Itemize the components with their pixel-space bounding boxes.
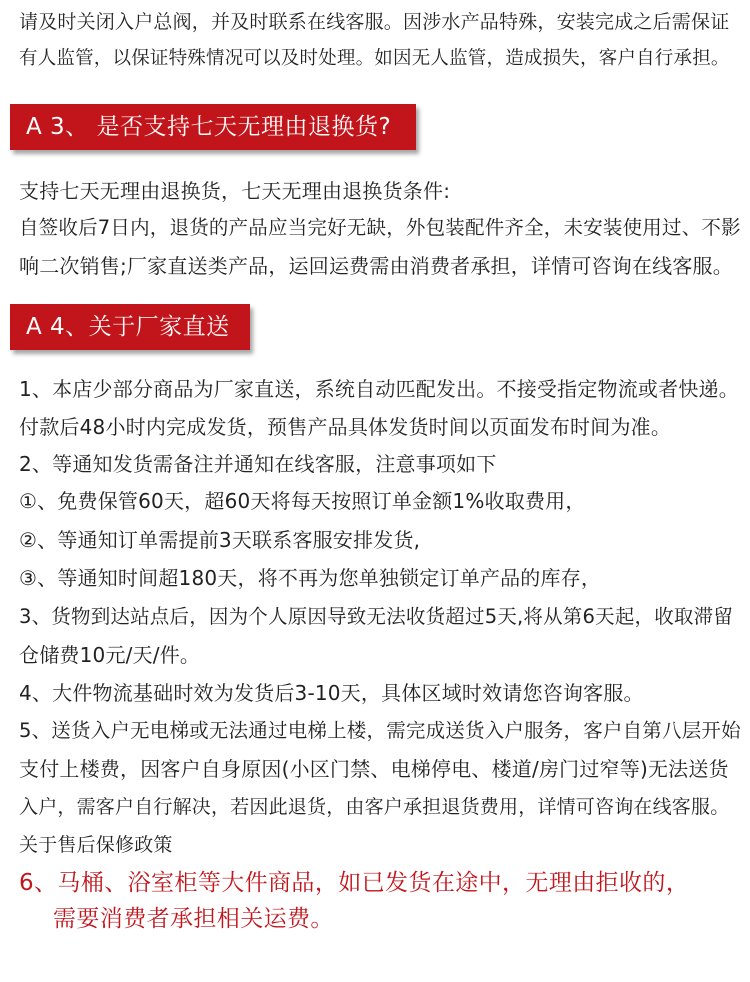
section-a3-banner: [10, 104, 422, 152]
a4-line-11: 支付上楼费，因客户自身原因(小区门禁、电梯停电、楼道/房门过窄等)无法送货: [19, 757, 729, 781]
a4-line-9: 4、大件物流基础时效为发货后3-10天，具体区域时效请您咨询客服。: [19, 681, 644, 705]
after-sales-warranty-label: 关于售后保修政策: [19, 834, 173, 856]
intro-line-1: 请及时关闭入户总阀，并及时联系在线客服。因涉水产品特殊，安装完成之后需保证: [19, 11, 730, 33]
a3-line-2: 自签收后7日内，退货的产品应当完好无缺，外包装配件齐全，未安装使用过、不影: [19, 216, 741, 239]
a4-line-6: ③、等通知时间超180天，将不再为您单独锁定订单产品的库存，: [19, 566, 602, 590]
a4-line-4: ①、免费保管60天，超60天将每天按照订单金额1%收取费用，: [19, 489, 586, 513]
a4-line-1: 1、本店少部分商品为厂家直送，系统自动匹配发出。不接受指定物流或者快递。: [19, 377, 739, 401]
a3-line-1: 支持七天无理由退换货，七天无理由退换货条件:: [19, 179, 451, 203]
notice-line-1: 6、马桶、浴室柜等大件商品，如已发货在途中，无理由拒收的，: [19, 870, 690, 896]
intro-line-2: 有人监管，以保证特殊情况可以及时处理。如因无人监管，造成损失，客户自行承担。: [19, 48, 730, 69]
notice-line-2: 需要消费者承担相关运费。: [53, 906, 334, 932]
a4-line-8: 仓储费10元/天/件。: [19, 643, 201, 667]
a4-line-7: 3、货物到达站点后，因为个人原因导致无法收货超过5天,将从第6天起，收取滞留: [19, 605, 734, 628]
section-a4-banner: [10, 304, 260, 352]
a4-line-12: 入户，需客户自行解决，若因此退货，由客户承担退货费用，详情可咨询在线客服。: [19, 796, 730, 818]
a3-line-3: 响二次销售;厂家直送类产品，运回运费需由消费者承担，详情可咨询在线客服。: [19, 254, 733, 278]
a4-line-5: ②、等通知订单需提前3天联系客服安排发货,: [19, 528, 421, 552]
a4-line-2: 付款后48小时内完成发货，预售产品具体发货时间以页面发布时间为准。: [19, 415, 672, 439]
a4-line-10: 5、送货入户无电梯或无法通过电梯上楼，需完成送货入户服务，客户自第八层开始: [19, 719, 741, 742]
section-a3-heading: A 3、 是否支持七天无理由退换货?: [26, 114, 392, 140]
a4-line-3: 2、等通知发货需备注并通知在线客服，注意事项如下: [19, 452, 497, 476]
section-a4-heading: A 4、关于厂家直送: [26, 314, 230, 340]
